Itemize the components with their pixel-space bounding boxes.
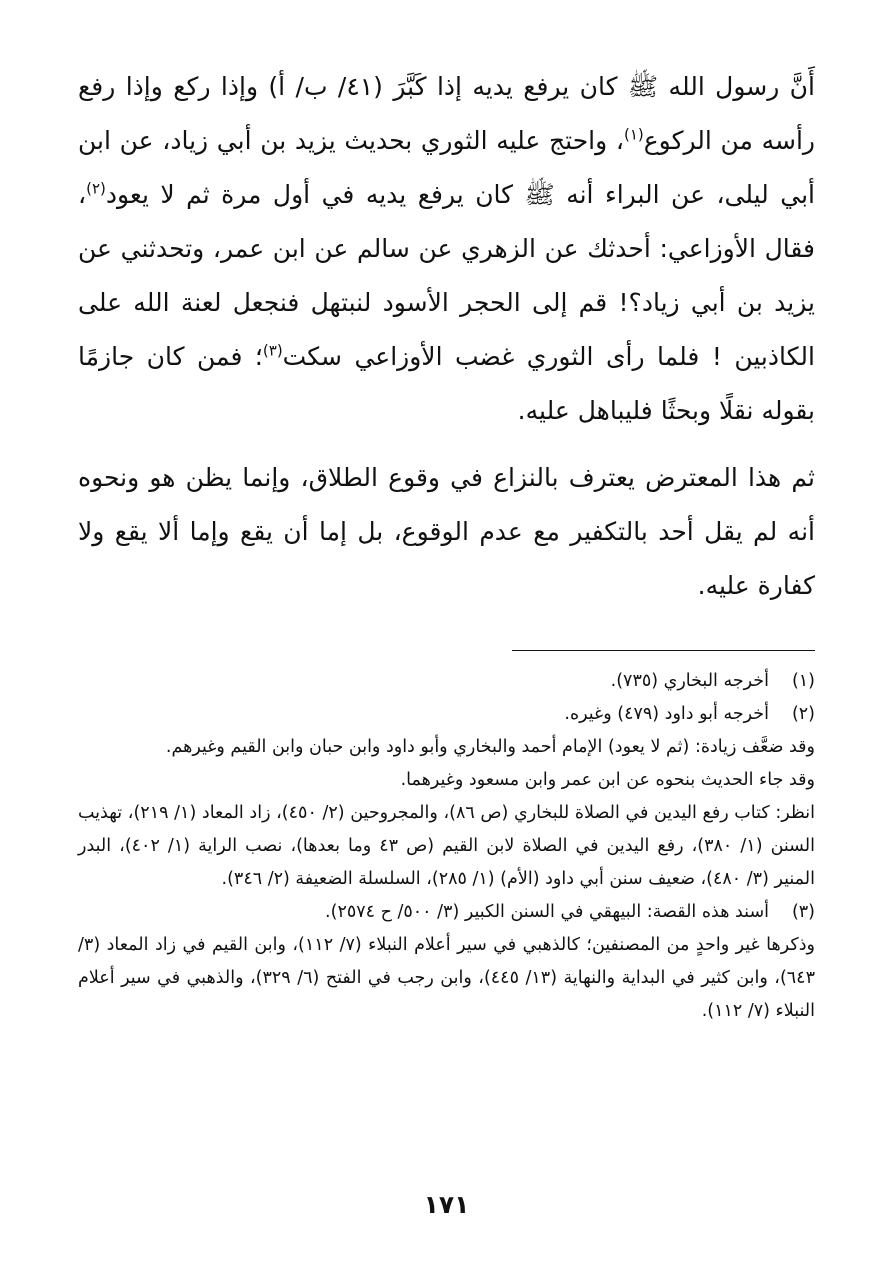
paragraph-1-part-b: ، واحتج عليه الثوري بحديث يزيد بن أبي زياد، عن ابن أبي ليلى، عن البراء أنه ﷺ كان يرفع يديه في أول مرة ثم لا يعود <box>78 126 815 209</box>
footnote-3 <box>78 896 815 929</box>
footnote-2-cont-2: وقد جاء الحديث بنحوه عن ابن عمر وابن مسعود وغيرهما. <box>400 770 815 790</box>
footnote-text: أخرجه أبو داود (٤٧٩) وغيره. <box>564 704 769 724</box>
footnote-number: (٣) <box>791 902 815 922</box>
footnotes <box>78 665 815 1028</box>
footnote-2 <box>78 698 815 731</box>
paragraph-1-part-d: ؛ فمن كان جازمًا بقوله نقلًا وبحثًا فليباهل عليه. <box>78 342 815 425</box>
paragraph-1 <box>78 60 815 438</box>
footnote-2-cont-1: وقد ضعَّف زيادة: (ثم لا يعود) الإمام أحمد والبخاري وأبو داود وابن حبان وابن القيم وغيرهم. <box>165 737 815 757</box>
footnote-text: أسند هذه القصة: البيهقي في السنن الكبير (٣/ ٥٠٠/ ح ٢٥٧٤). <box>325 902 769 922</box>
paragraph-2 <box>78 451 815 613</box>
paragraph-1-part-a: أَنَّ رسول الله ﷺ كان يرفع يديه إذا كَبَّرَ (٤١/ ب/ أ) وإذا ركع وإذا رفع رأسه من الركوع <box>78 72 815 155</box>
paragraph-2-text: ثم هذا المعترض يعترف بالنزاع في وقوع الطلاق، وإنما يظن هو ونحوه أنه لم يقل أحد بالتكفير مع عدم الوقوع، بل إما أن يقع وإما ألا يقع ولا كفارة عليه. <box>78 463 815 600</box>
footnote-divider <box>512 650 815 651</box>
footnote-ref-2[interactable]: (٢) <box>86 179 106 198</box>
footnote-number: (٢) <box>791 704 815 724</box>
footnote-3-cont-1: وذكرها غير واحدٍ من المصنفين؛ كالذهبي في سير أعلام النبلاء (٧/ ١١٢)، وابن القيم في زاد المعاد (٣/ ٦٤٣)، وابن كثير في البداية والنهاية (١٣/ ٤٤٥)، وابن رجب في الفتح (٦/ ٣٢٩)، والذهبي في سير أعلام النبلاء (٧/ ١١٢). <box>78 935 815 1021</box>
footnote-number: (١) <box>791 671 815 691</box>
footnote-text: أخرجه البخاري (٧٣٥). <box>610 671 769 691</box>
footnote-ref-1[interactable]: (١) <box>623 125 644 144</box>
main-text <box>78 60 815 613</box>
page-number: ١٧١ <box>423 1190 470 1219</box>
footnote-ref-3[interactable]: (٣) <box>262 341 283 360</box>
footnote-1 <box>78 665 815 698</box>
paragraph-1-part-c: ، فقال الأوزاعي: أحدثك عن الزهري عن سالم عن ابن عمر، وتحدثني عن يزيد بن أبي زياد؟! قم إلى الحجر الأسود لنبتهل فنجعل لعنة الله على الكاذبين ! فلما رأى الثوري غضب الأوزاعي سكت <box>78 180 815 371</box>
footnote-2-cont-3: انظر: كتاب رفع اليدين في الصلاة للبخاري (ص ٨٦)، والمجروحين (٢/ ٤٥٠)، زاد المعاد (١/ ٢١٩)، تهذيب السنن (١/ ٣٨٠)، رفع اليدين في الصلاة لابن القيم (ص ٤٣ وما بعدها)، نصب الراية (١/ ٤٠٢)، البدر المنير (٣/ ٤٨٠)، ضعيف سنن أبي داود (الأم) (١/ ٢٨٥)، السلسلة الضعيفة (٢/ ٣٤٦). <box>78 803 815 889</box>
